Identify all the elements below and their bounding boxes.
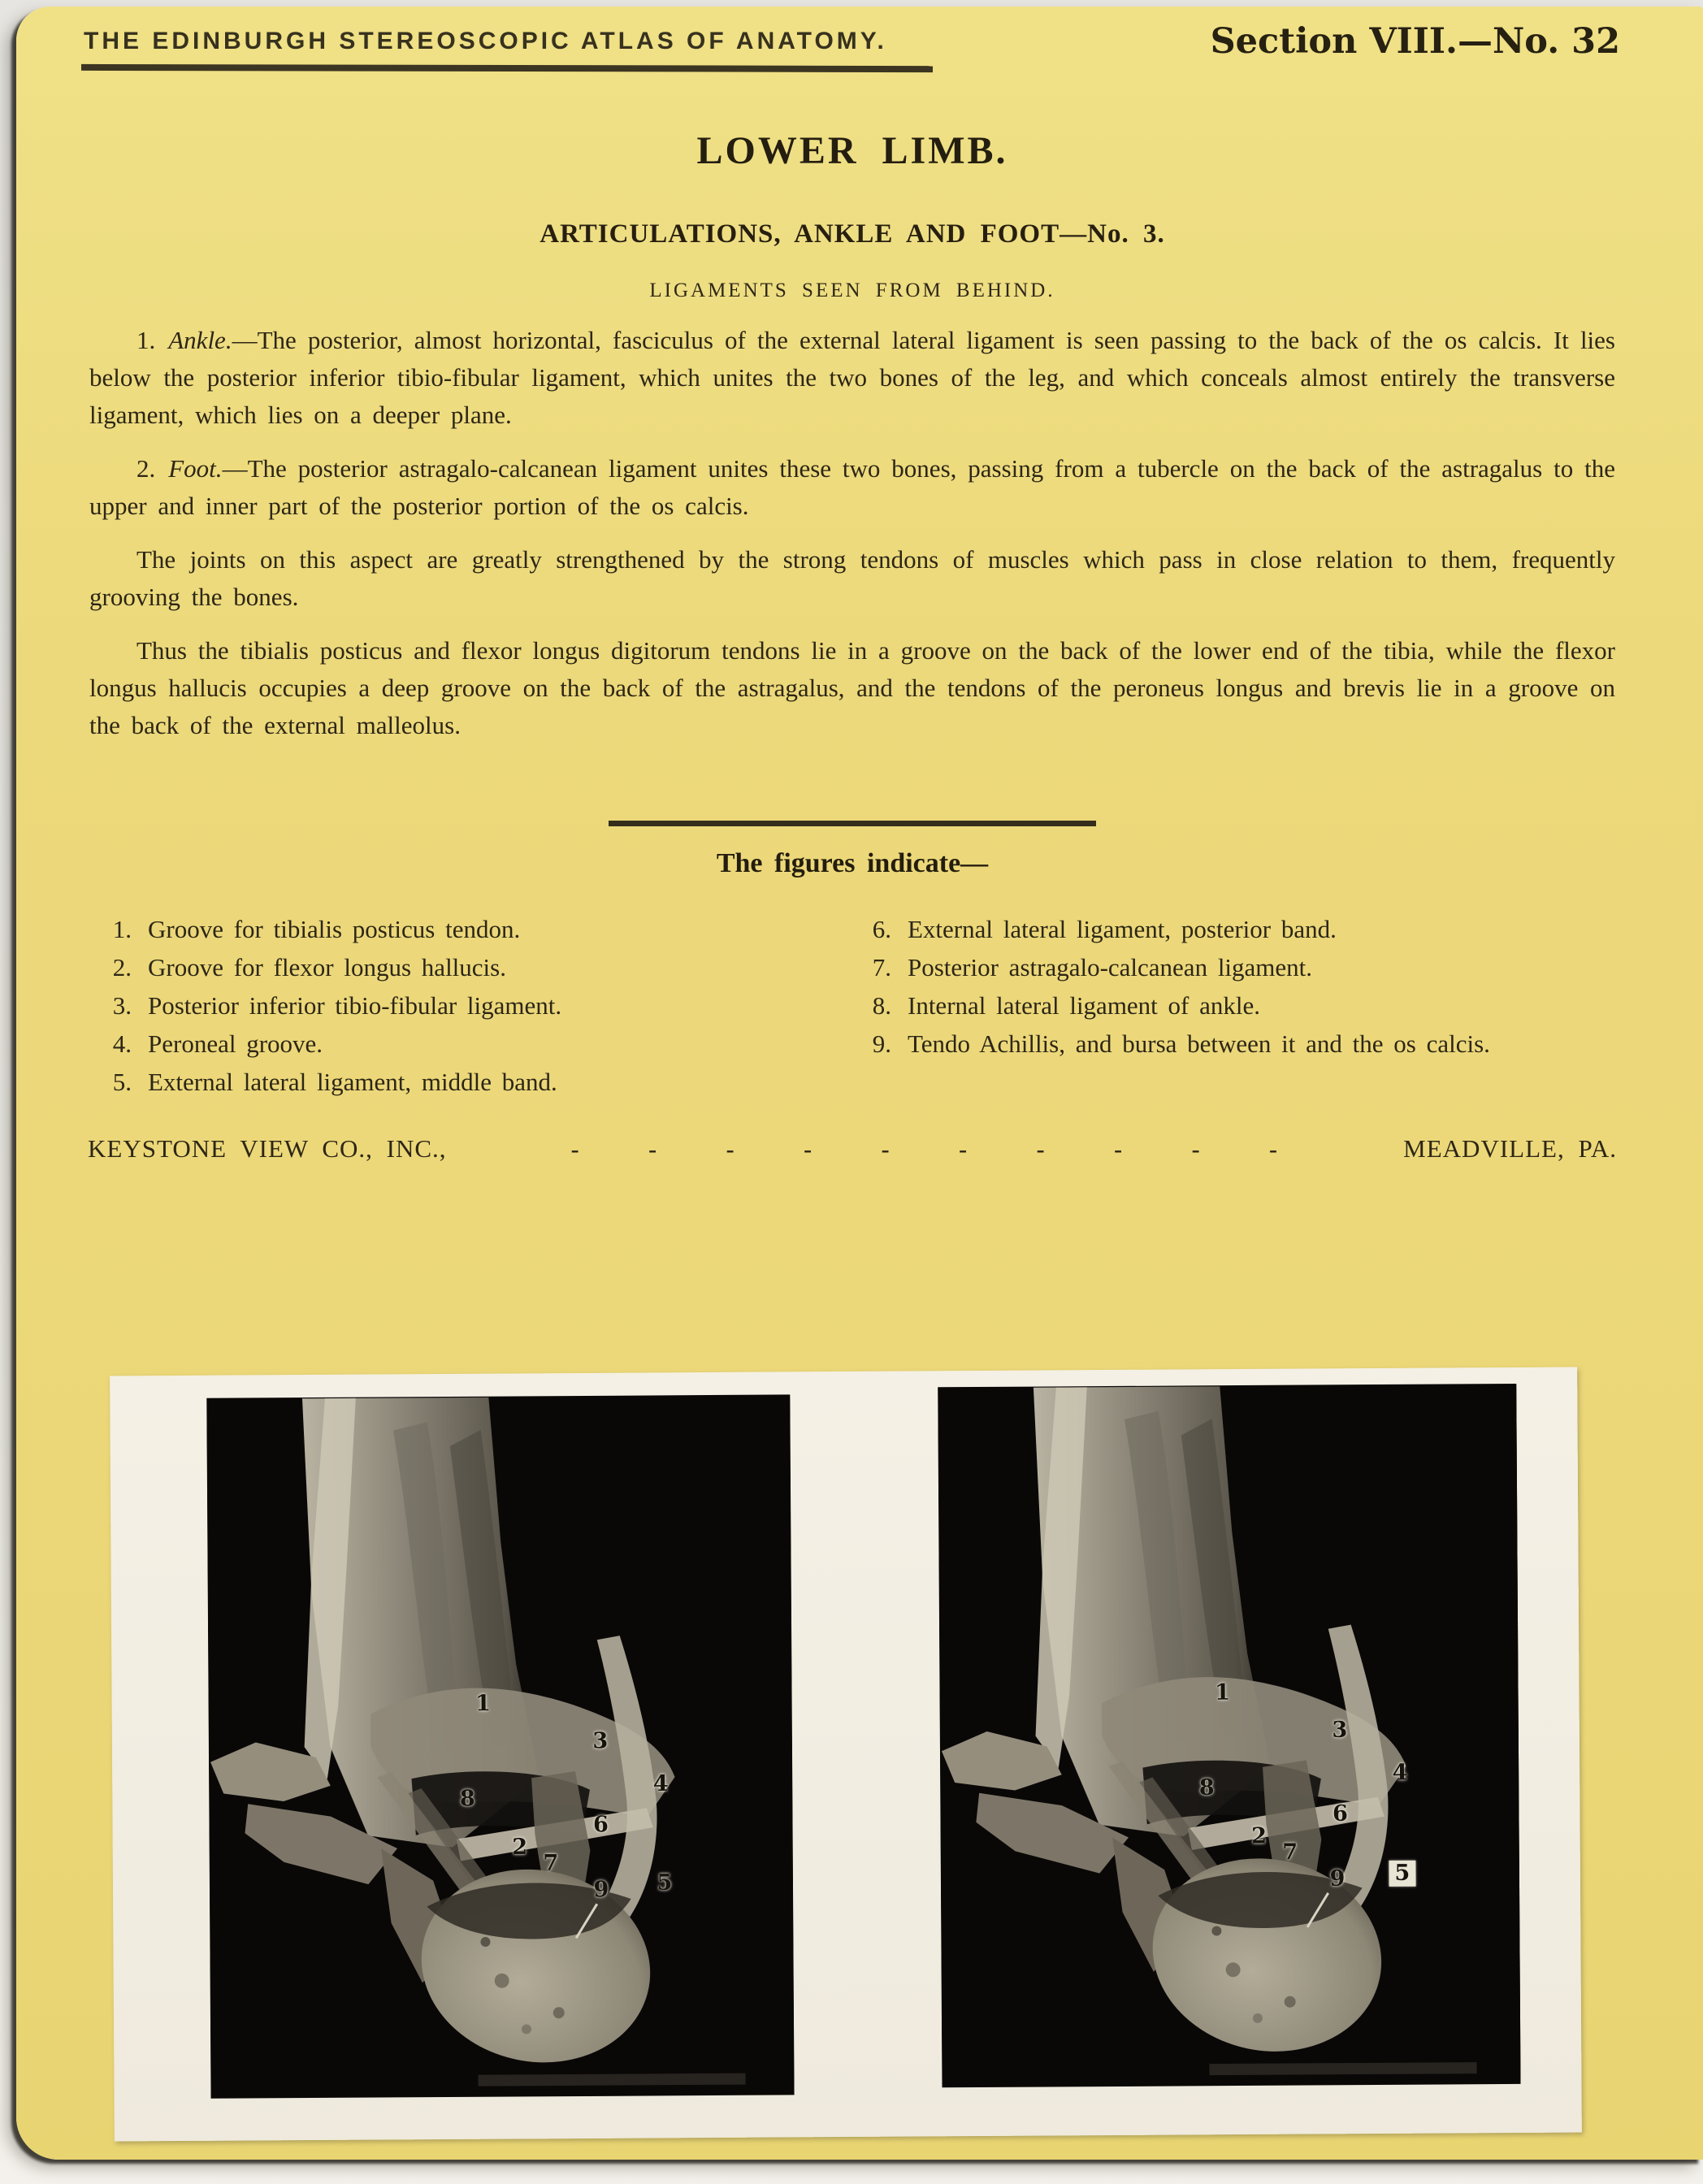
figure-number: 1. <box>112 915 132 943</box>
photo-figure-label: 9 <box>593 1877 609 1903</box>
section-number: Section VIII.—No. 32 <box>1210 21 1620 62</box>
photo-figure-label: 7 <box>543 1850 559 1876</box>
paragraph-dash: — <box>232 326 258 354</box>
figure-number: 9. <box>872 1029 891 1058</box>
figure-text: Groove for flexor longus hallucis. <box>148 953 506 982</box>
photo-figure-label: 3 <box>592 1728 609 1754</box>
paragraph-lead: Foot. <box>168 454 223 483</box>
figure-number: 7. <box>872 953 891 982</box>
paragraph-number: 2. <box>136 454 156 483</box>
photo-figure-label: 3 <box>1332 1717 1348 1743</box>
title-underline-rule <box>81 64 933 72</box>
photo-figure-label: 1 <box>475 1691 492 1717</box>
photo-figure-label: 9 <box>1329 1866 1346 1892</box>
paragraph-body: The joints on this aspect are greatly strengthened by the strong tendons of muscles which pass in close relation to them, frequently grooving the bones. <box>89 545 1615 611</box>
stereo-photo-right <box>938 1384 1520 2087</box>
figure-text: External lateral ligament, posterior band. <box>908 915 1337 943</box>
list-item <box>89 948 849 986</box>
page-title: LOWER LIMB. <box>696 129 1008 172</box>
photo-figure-label: 2 <box>1251 1823 1268 1849</box>
figures-heading: The figures indicate— <box>716 848 989 878</box>
photo-figure-label: 7 <box>1282 1840 1298 1866</box>
paragraph-body: The posterior, almost horizontal, fasciculus of the external lateral ligament is seen passing to the back of the os calcis. It lies below the posterior inferior tibio-fibular ligament, which unites the two bones of the leg, and which conceals almost entirely the transverse ligament, which lies on a deeper plane. <box>89 326 1615 429</box>
figure-number: 8. <box>872 991 891 1020</box>
description-text <box>89 322 1615 760</box>
figure-text: Peroneal groove. <box>148 1029 323 1058</box>
list-item <box>849 948 1623 986</box>
photo-figure-label: 2 <box>512 1834 528 1861</box>
atlas-series-title: THE EDINBURGH STEREOSCOPIC ATLAS OF ANATOMY. <box>84 28 887 54</box>
photo-figure-label: 4 <box>652 1770 669 1796</box>
figure-number: 3. <box>112 991 132 1020</box>
list-item <box>89 986 849 1025</box>
figure-key-list <box>89 910 1623 1101</box>
publisher-dashes: - - - - - - - - - - <box>570 1136 1280 1163</box>
paragraph-number: 1. <box>136 326 156 354</box>
figure-text: Posterior astragalo-calcanean ligament. <box>908 953 1313 982</box>
paragraph-joints <box>89 541 1615 616</box>
figure-text: External lateral ligament, middle band. <box>148 1068 557 1096</box>
paragraph-tendons <box>89 632 1615 744</box>
list-item <box>89 910 849 948</box>
photo-figure-label: 8 <box>1198 1774 1215 1800</box>
paragraph-ankle <box>89 322 1615 434</box>
view-caption: LIGAMENTS SEEN FROM BEHIND. <box>649 280 1055 301</box>
ankle-ligaments-photo-illustration <box>938 1384 1520 2087</box>
list-item <box>89 1025 849 1063</box>
paragraph-body: Thus the tibialis posticus and flexor longus digitorum tendons lie in a groove on the back of the lower end of the tibia, while the flexor longus hallucis occupies a deep groove on the back of the astragalus, and the tendons of the peroneus longus and brevis lie in a groove on the back of the external malleolus. <box>89 636 1615 739</box>
paragraph-dash: — <box>222 454 248 483</box>
figure-number: 6. <box>872 915 891 943</box>
figure-key-left-column <box>89 910 849 1101</box>
stereo-photo-left <box>206 1394 794 2098</box>
figure-number: 5. <box>112 1068 132 1096</box>
paragraph-lead: Ankle. <box>168 326 232 354</box>
photo-figure-label: 5 <box>1389 1861 1415 1887</box>
list-item <box>89 1063 849 1101</box>
paragraph-body: The posterior astragalo-calcanean ligament unites these two bones, passing from a tubercle on the back of the astragalus to the upper and inner part of the posterior portion of the os calcis. <box>89 454 1615 520</box>
photo-figure-label: 1 <box>1215 1679 1231 1705</box>
photo-figure-label: 8 <box>459 1786 475 1812</box>
ankle-ligaments-photo-illustration <box>206 1394 794 2098</box>
stereoscopic-photo-card <box>110 1367 1582 2141</box>
publisher-name: KEYSTONE VIEW CO., INC., <box>88 1134 447 1163</box>
publisher-line <box>88 1134 1617 1164</box>
photo-figure-label: 6 <box>1332 1800 1348 1826</box>
photo-figure-label: 5 <box>656 1870 673 1896</box>
publisher-location: MEADVILLE, PA. <box>1403 1134 1617 1163</box>
figure-text: Groove for tibialis posticus tendon. <box>148 915 521 943</box>
atlas-card <box>16 6 1703 2160</box>
figure-text: Internal lateral ligament of ankle. <box>908 991 1261 1020</box>
list-item <box>849 986 1623 1025</box>
photo-figure-label: 4 <box>1392 1760 1408 1786</box>
figure-number: 2. <box>112 953 132 982</box>
figure-number: 4. <box>112 1029 132 1058</box>
list-item <box>849 1025 1623 1063</box>
figure-key-right-column <box>849 910 1623 1101</box>
list-item <box>849 910 1623 948</box>
figure-text: Posterior inferior tibio-fibular ligament. <box>148 991 562 1020</box>
section-divider-rule <box>609 821 1096 826</box>
paragraph-foot <box>89 450 1615 525</box>
page-subtitle: ARTICULATIONS, ANKLE AND FOOT—No. 3. <box>540 219 1165 249</box>
photo-figure-label: 6 <box>593 1812 609 1838</box>
figure-text: Tendo Achillis, and bursa between it and the os calcis. <box>908 1029 1490 1058</box>
